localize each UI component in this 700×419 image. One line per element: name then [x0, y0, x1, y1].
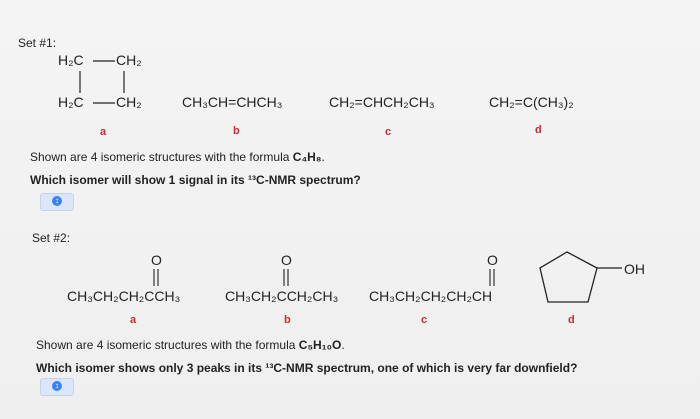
set1-letter-b: b — [233, 125, 240, 137]
set1-answer-icon: ↕ — [52, 196, 62, 206]
set2-structure-a: CH₃CH₂CH₂CCH₃ — [67, 288, 181, 304]
set1-letter-a: a — [100, 126, 107, 138]
set2-letter-d: d — [568, 314, 575, 326]
set2-letter-a: a — [130, 314, 137, 326]
set1-structure-d: CH₂=C(CH₃)₂ — [489, 94, 574, 110]
set2-c-carbonyl-o: O — [487, 252, 498, 268]
set1-label: Set #1: — [18, 36, 57, 50]
set1-a-bottom-right: CH₂ — [116, 94, 142, 110]
set1-letter-d: d — [535, 124, 542, 136]
set1-description: Shown are 4 isomeric structures with the formula C₄H₈. — [30, 150, 325, 164]
set1-formula: C₄H₈ — [292, 150, 322, 164]
set2-question: Which isomer shows only 3 peaks in its ¹³C-NMR spectrum, one of which is very far downfield? — [36, 361, 578, 375]
set2-answer-icon: ↕ — [52, 381, 62, 391]
set1-question: Which isomer will show 1 signal in its ¹³C-NMR spectrum? — [30, 173, 361, 187]
set2-letter-c: c — [421, 314, 428, 326]
set1-structure-b: CH₃CH=CHCH₃ — [182, 94, 283, 110]
set2-hydroxyl: OH — [624, 261, 645, 277]
set2-structure-b: CH₃CH₂CCH₂CH₃ — [225, 288, 339, 304]
set2-a-carbonyl-o: O — [151, 252, 162, 268]
set1-a-top-left: H₂C — [58, 52, 84, 68]
set1-letter-c: c — [385, 126, 392, 138]
set2-description: Shown are 4 isomeric structures with the formula C₅H₁₀O. — [36, 338, 345, 352]
set2-b-carbonyl-o: O — [281, 252, 292, 268]
set2-answer-button[interactable] — [40, 378, 74, 396]
set2-formula: C₅H₁₀O — [298, 338, 342, 352]
set2-letter-b: b — [284, 314, 291, 326]
set2-label: Set #2: — [32, 231, 71, 245]
set1-structure-c: CH₂=CHCH₂CH₃ — [329, 94, 435, 110]
set1-a-top-right: CH₂ — [116, 52, 142, 68]
set2-structure-c: CH₃CH₂CH₂CH₂CH — [369, 288, 493, 304]
set1-a-bottom-left: H₂C — [58, 94, 84, 110]
